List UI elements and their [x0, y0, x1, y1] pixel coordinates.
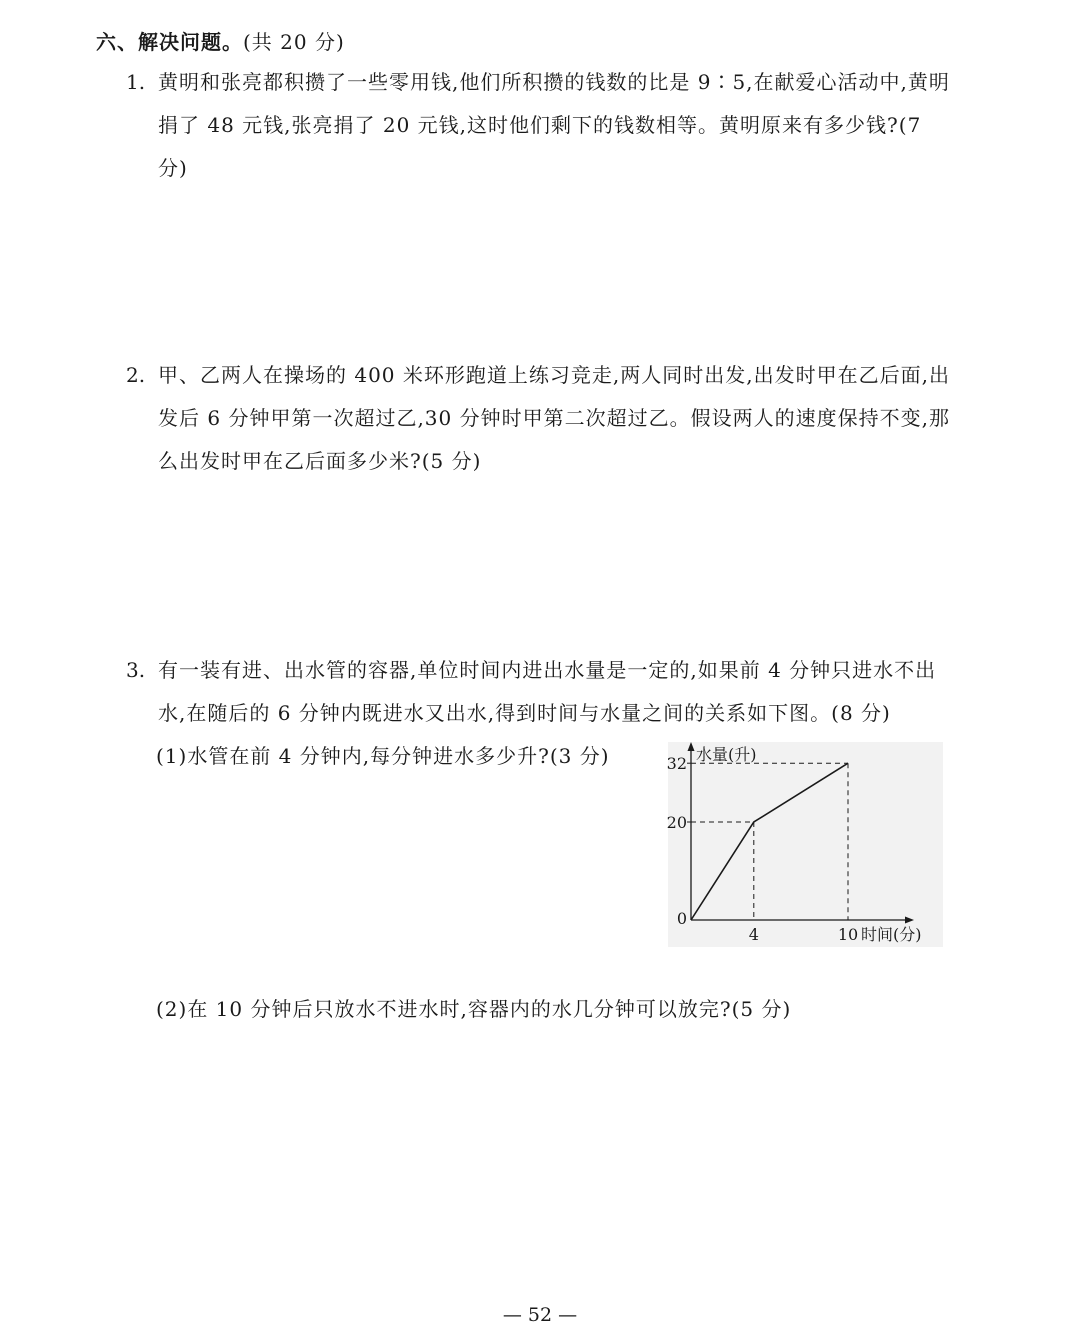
question-number: 3.: [126, 658, 146, 682]
question-number: 1.: [126, 70, 146, 94]
y-tick-label: 32: [666, 754, 687, 774]
subquestion-2: (2)在 10 分钟后只放水不进水时,容器内的水几分钟可以放完?(5 分): [156, 997, 792, 1021]
subquestion-1: (1)水管在前 4 分钟内,每分钟进水多少升?(3 分): [156, 744, 610, 768]
question-1: [126, 61, 956, 190]
question-2: [126, 354, 956, 483]
section-points: (共 20 分): [243, 30, 345, 54]
series-line: [691, 763, 848, 920]
water-volume-chart: [660, 738, 960, 953]
section-title: [96, 26, 345, 55]
y-axis-arrow: [688, 742, 695, 751]
page-number: — 52 —: [502, 1304, 578, 1326]
y-tick-label: 20: [666, 813, 687, 832]
x-tick-label: 10: [837, 925, 859, 944]
question-text: 甲、乙两人在操场的 400 米环形跑道上练习竞走,两人同时出发,出发时甲在乙后面,出发后 6 分钟甲第一次超过乙,30 分钟时甲第二次超过乙。假设两人的速度保持不变,那么出发时甲在乙后面多少米?(5 分): [158, 363, 950, 473]
question-number: 2.: [126, 363, 146, 387]
x-axis-arrow: [905, 917, 914, 924]
section-title-text: 六、解决问题。: [96, 30, 243, 54]
origin-label: 0: [676, 909, 687, 928]
question-text: 有一装有进、出水管的容器,单位时间内进出水量是一定的,如果前 4 分钟只进水不出水,在随后的 6 分钟内既进水又出水,得到时间与水量之间的关系如下图。(8 分): [158, 658, 937, 725]
question-text: 黄明和张亮都积攒了一些零用钱,他们所积攒的钱数的比是 9∶5,在献爱心活动中,黄明捐了 48 元钱,张亮捐了 20 元钱,这时他们剩下的钱数相等。黄明原来有多少钱?(7 分): [158, 70, 950, 180]
question-3: [126, 649, 956, 735]
x-axis-label: 时间(分): [861, 925, 922, 944]
y-axis-label: 水量(升): [696, 745, 757, 764]
x-tick-label: 4: [748, 925, 759, 944]
